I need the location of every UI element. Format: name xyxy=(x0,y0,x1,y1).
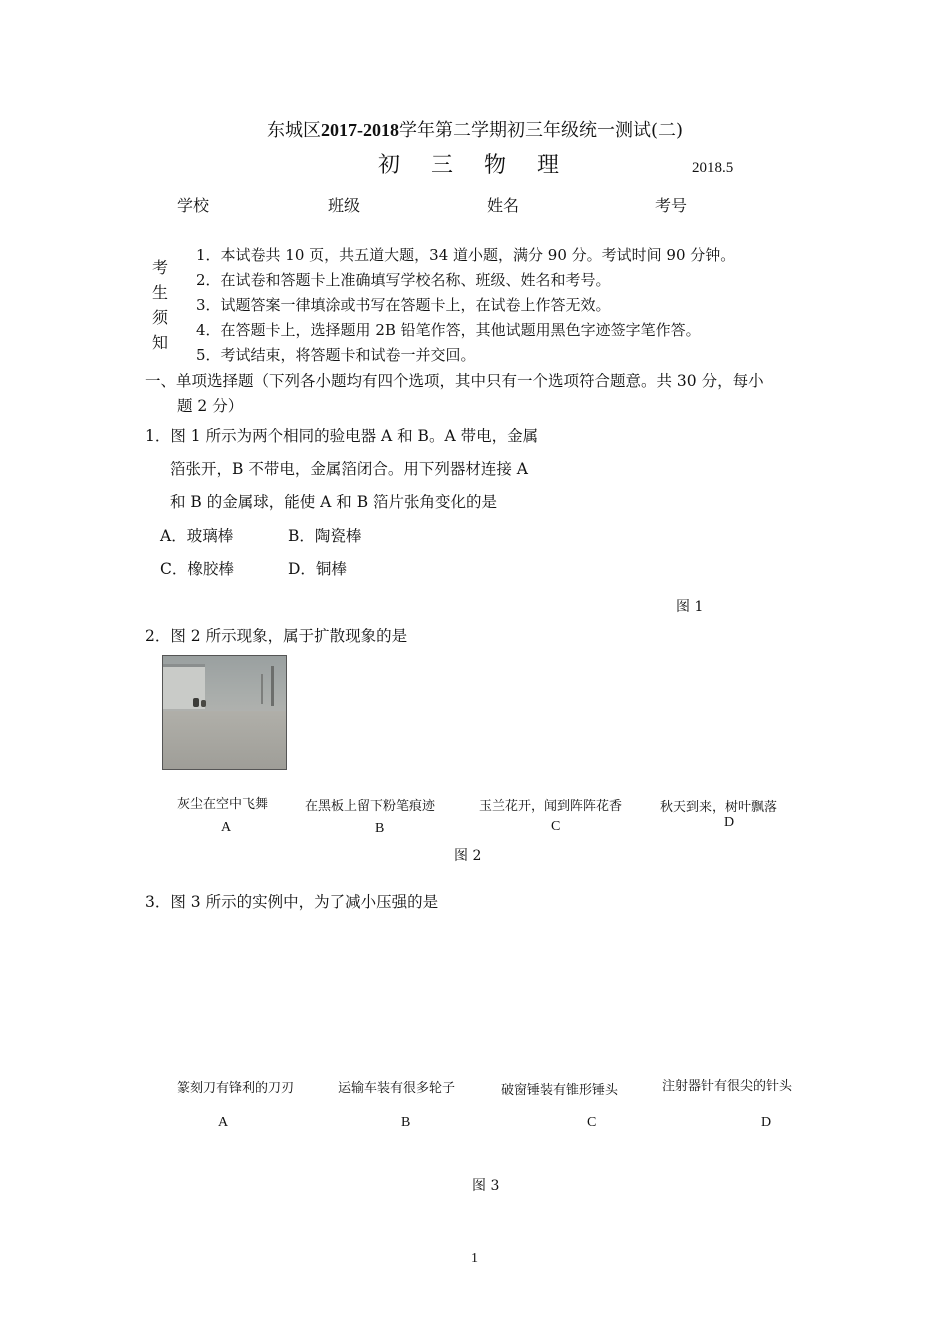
q1-stem-line: 和 B 的金属球，能使 A 和 B 箔片张角变化的是 xyxy=(170,493,498,511)
q1-stem-line: 1．图 1 所示为两个相同的验电器 A 和 B。A 带电，金属 xyxy=(145,427,539,445)
notice-item: 5．考试结束，将答题卡和试卷一并交回。 xyxy=(196,346,476,364)
q1-option-c: C．橡胶棒 xyxy=(160,560,234,578)
notice-item: 4．在答题卡上，选择题用 2B 铅笔作答，其他试题用黑色字迹签字笔作答。 xyxy=(196,321,701,339)
title-suffix: 学年第二学期初三年级统一测试(二) xyxy=(398,120,684,141)
notice-label-char: 知 xyxy=(152,333,169,352)
q3-caption-a: 篆刻刀有锋利的刀刃 xyxy=(177,1081,295,1096)
q2-letter-b: B xyxy=(375,821,385,836)
q3-caption-d: 注射器针有很尖的针头 xyxy=(662,1079,793,1094)
subject-title: 初 三 物 理 xyxy=(378,153,571,178)
q2-letter-a: A xyxy=(221,820,232,835)
q3-stem: 3．图 3 所示的实例中，为了减小压强的是 xyxy=(145,893,439,911)
q2-letter-d: D xyxy=(724,815,735,830)
q2-caption-d: 秋天到来，树叶飘落 xyxy=(660,800,778,815)
notice-item: 3．试题答案一律填涂或书写在答题卡上，在试卷上作答无效。 xyxy=(196,296,611,314)
section-heading: 一、单项选择题（下列各小题均有四个选项，其中只有一个选项符合题意。共 30 分，每小 xyxy=(145,372,764,390)
field-exam-number: 考号 xyxy=(655,196,688,215)
q1-option-b: B．陶瓷棒 xyxy=(288,527,362,545)
section-heading-cont: 题 2 分） xyxy=(177,397,244,415)
notice-label-char: 考 xyxy=(152,258,169,277)
page-number: 1 xyxy=(471,1251,478,1266)
field-class: 班级 xyxy=(328,196,361,215)
figure-1-label: 图 1 xyxy=(676,599,704,615)
exam-title xyxy=(0,116,950,142)
notice-label-char: 须 xyxy=(152,308,169,327)
title-years: 2017-2018 xyxy=(320,120,399,140)
q3-letter-a: A xyxy=(218,1115,229,1130)
q2-caption-b: 在黑板上留下粉笔痕迹 xyxy=(305,799,436,814)
notice-item: 1．本试卷共 10 页，共五道大题，34 道小题，满分 90 分。考试时间 90 分钟。 xyxy=(196,246,736,264)
q2-stem: 2．图 2 所示现象，属于扩散现象的是 xyxy=(145,627,408,645)
q1-option-d: D．铜棒 xyxy=(288,560,347,578)
q1-option-a: A．玻璃棒 xyxy=(160,527,234,545)
q3-letter-d: D xyxy=(761,1115,772,1130)
figure-2-label: 图 2 xyxy=(454,848,482,864)
q3-letter-c: C xyxy=(587,1115,597,1130)
dust-photo xyxy=(162,655,287,770)
field-name: 姓名 xyxy=(487,196,520,215)
figure-3-label: 图 3 xyxy=(472,1178,500,1194)
q3-caption-b: 运输车装有很多轮子 xyxy=(338,1081,456,1096)
field-school: 学校 xyxy=(177,196,210,215)
exam-date: 2018.5 xyxy=(692,160,734,176)
q2-caption-c: 玉兰花开，闻到阵阵花香 xyxy=(479,799,623,814)
notice-item: 2．在试卷和答题卡上准确填写学校名称、班级、姓名和考号。 xyxy=(196,271,611,289)
notice-label-char: 生 xyxy=(152,283,169,302)
q1-stem-line: 箔张开，B 不带电，金属箔闭合。用下列器材连接 A xyxy=(170,460,528,478)
q2-caption-a: 灰尘在空中飞舞 xyxy=(177,797,269,812)
q3-letter-b: B xyxy=(401,1115,411,1130)
q3-caption-c: 破窗锤装有锥形锤头 xyxy=(501,1083,619,1098)
q2-letter-c: C xyxy=(551,819,561,834)
title-prefix: 东城区 xyxy=(266,120,321,141)
